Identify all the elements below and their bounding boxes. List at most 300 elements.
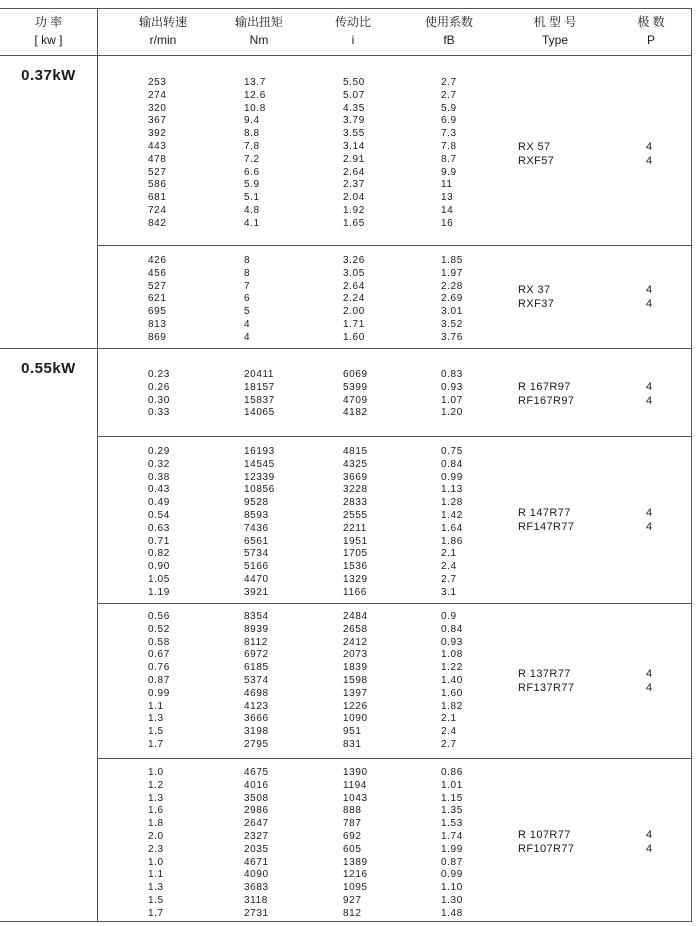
spec-group	[98, 245, 691, 349]
ratio-cell: 6069	[343, 369, 368, 380]
model-name: RF147R77	[518, 521, 575, 533]
torque-cell: 4675	[244, 767, 269, 778]
factor-cell: 3.52	[441, 319, 463, 330]
speed-cell: 0.29	[148, 446, 170, 457]
ratio-cell: 2658	[343, 623, 368, 635]
ratio-cell: 3.26	[343, 255, 365, 266]
speed-cell: 813	[148, 319, 167, 330]
ratio-cell: 2.24	[343, 293, 365, 305]
speed-cell: 695	[148, 306, 167, 318]
header-factor-label: 使用系数	[424, 15, 473, 29]
pole-value: 4	[646, 141, 653, 153]
torque-cell: 6972	[244, 649, 269, 661]
ratio-cell: 3.14	[343, 141, 365, 152]
header-power-unit: [ kw ]	[34, 33, 63, 47]
table-row	[98, 701, 691, 714]
torque-cell: 8	[244, 267, 251, 279]
factor-cell: 14	[441, 205, 454, 216]
spec-group	[98, 436, 691, 604]
ratio-cell: 1216	[343, 869, 368, 881]
speed-cell: 0.67	[148, 649, 170, 661]
factor-cell: 0.9	[441, 611, 457, 622]
speed-cell: 443	[148, 141, 167, 152]
header-speed-label: 输出转速	[138, 15, 187, 29]
speed-cell: 527	[148, 280, 167, 292]
header-torque-unit: Nm	[249, 33, 269, 47]
ratio-cell: 2.00	[343, 306, 365, 318]
ratio-cell: 3.79	[343, 115, 365, 127]
model-name: RF107R77	[518, 843, 575, 855]
table-row	[98, 908, 691, 921]
ratio-cell: 1.60	[343, 331, 365, 343]
torque-cell: 4	[244, 331, 251, 343]
header-ratio-label: 传动比	[334, 15, 371, 29]
speed-cell: 1.3	[148, 713, 164, 725]
factor-cell: 1.10	[441, 882, 463, 894]
model-name: R 137R77	[518, 668, 571, 680]
factor-cell: 11	[441, 179, 453, 191]
pole-count	[646, 506, 656, 534]
factor-cell: 2.7	[441, 77, 457, 88]
table-row	[98, 459, 691, 472]
speed-cell: 0.49	[148, 497, 170, 509]
factor-cell: 1.15	[441, 792, 463, 804]
torque-cell: 5166	[244, 561, 269, 573]
model-type	[518, 140, 638, 168]
model-type	[518, 380, 638, 408]
ratio-cell: 605	[343, 843, 362, 855]
pole-value: 4	[646, 284, 653, 296]
factor-cell: 0.84	[441, 458, 463, 470]
speed-cell: 1.5	[148, 895, 164, 906]
table-row	[98, 548, 691, 561]
ratio-cell: 1951	[343, 535, 368, 547]
section-divider	[0, 348, 98, 349]
factor-cell: 6.9	[441, 115, 457, 127]
ratio-cell: 1095	[343, 882, 368, 894]
table-row	[98, 407, 691, 420]
torque-cell: 12339	[244, 471, 275, 483]
torque-cell: 2647	[244, 818, 269, 830]
pole-value: 4	[646, 381, 653, 393]
torque-cell: 3118	[244, 895, 268, 906]
ratio-cell: 4325	[343, 458, 368, 470]
torque-cell: 4470	[244, 574, 269, 585]
factor-cell: 1.82	[441, 700, 463, 712]
speed-cell: 2.0	[148, 831, 164, 842]
ratio-cell: 927	[343, 895, 362, 906]
ratio-cell: 1390	[343, 767, 368, 778]
ratio-cell: 4815	[343, 446, 368, 457]
torque-cell: 2795	[244, 739, 269, 750]
factor-cell: 7.3	[441, 128, 457, 140]
speed-cell: 2.3	[148, 843, 164, 855]
torque-cell: 4.1	[244, 217, 260, 229]
torque-cell: 10856	[244, 484, 275, 496]
ratio-cell: 5.07	[343, 89, 365, 101]
speed-cell: 1.5	[148, 726, 164, 738]
model-name: RXF37	[518, 298, 555, 310]
factor-cell: 1.20	[441, 407, 463, 419]
pole-count	[646, 380, 656, 408]
factor-cell: 2.1	[441, 713, 457, 725]
table-row	[98, 739, 691, 752]
speed-cell: 426	[148, 255, 167, 266]
speed-cell: 0.23	[148, 369, 170, 380]
speed-cell: 586	[148, 179, 167, 191]
ratio-cell: 1329	[343, 574, 368, 585]
torque-cell: 14545	[244, 458, 275, 470]
torque-cell: 2986	[244, 805, 269, 817]
table-row	[98, 869, 691, 882]
torque-cell: 10.8	[244, 102, 266, 114]
factor-cell: 1.86	[441, 535, 463, 547]
ratio-cell: 888	[343, 805, 362, 817]
factor-cell: 1.53	[441, 818, 463, 830]
table-row	[98, 587, 691, 600]
pole-value: 4	[646, 682, 653, 694]
pole-value: 4	[646, 395, 653, 407]
torque-cell: 20411	[244, 369, 275, 380]
table-row	[98, 484, 691, 497]
ratio-cell: 1.71	[343, 319, 365, 330]
model-name: R 167R97	[518, 381, 571, 393]
ratio-cell: 1043	[343, 792, 368, 804]
header-ratio	[308, 9, 398, 49]
torque-cell: 8593	[244, 510, 269, 521]
table-row	[98, 611, 691, 624]
factor-cell: 2.28	[441, 280, 463, 292]
speed-cell: 1.0	[148, 767, 164, 778]
table-row	[98, 882, 691, 895]
factor-cell: 2.7	[441, 574, 457, 585]
speed-cell: 1.19	[148, 586, 170, 598]
table-row	[98, 536, 691, 549]
header-poles-label: 极 数	[637, 15, 665, 29]
ratio-cell: 3.55	[343, 128, 365, 140]
pole-value: 4	[646, 155, 653, 167]
speed-cell: 0.30	[148, 394, 170, 406]
header-poles	[620, 9, 682, 49]
ratio-cell: 1090	[343, 713, 368, 725]
ratio-cell: 831	[343, 739, 362, 750]
ratio-cell: 3228	[343, 484, 368, 496]
torque-cell: 9.4	[244, 115, 260, 127]
torque-cell: 4123	[244, 700, 269, 712]
pole-value: 4	[646, 843, 653, 855]
table-row	[98, 472, 691, 485]
table-row	[98, 767, 691, 780]
speed-cell: 1.7	[148, 739, 164, 750]
pole-count	[646, 283, 656, 311]
ratio-cell: 692	[343, 831, 362, 842]
model-name: RF137R77	[518, 682, 575, 694]
speed-cell: 1.7	[148, 907, 164, 919]
torque-cell: 6185	[244, 662, 269, 674]
torque-cell: 2731	[244, 907, 269, 919]
ratio-cell: 2073	[343, 649, 368, 661]
torque-cell: 7.8	[244, 141, 260, 152]
header-factor-unit: fB	[443, 33, 455, 47]
factor-cell: 7.8	[441, 141, 457, 152]
factor-cell: 3.76	[441, 331, 463, 343]
header-torque	[214, 9, 304, 49]
speed-cell: 842	[148, 217, 167, 229]
table-row	[98, 167, 691, 180]
header-torque-label: 输出扭矩	[234, 15, 283, 29]
speed-cell: 0.26	[148, 381, 170, 393]
ratio-cell: 2.64	[343, 280, 365, 292]
ratio-cell: 2.64	[343, 166, 365, 178]
torque-cell: 5374	[244, 675, 269, 686]
table-row	[98, 192, 691, 205]
torque-cell: 5.1	[244, 192, 260, 204]
factor-cell: 1.13	[441, 484, 463, 496]
factor-cell: 2.4	[441, 561, 457, 573]
table-row	[98, 713, 691, 726]
torque-cell: 6.6	[244, 166, 260, 178]
ratio-cell: 2484	[343, 611, 368, 622]
torque-cell: 6	[244, 293, 251, 305]
torque-cell: 4671	[244, 856, 269, 868]
ratio-cell: 2.37	[343, 179, 365, 191]
table-row	[98, 446, 691, 459]
ratio-cell: 2.91	[343, 153, 365, 165]
table-row	[98, 77, 691, 90]
pole-value: 4	[646, 507, 653, 519]
speed-cell: 0.87	[148, 675, 170, 686]
pole-count	[646, 828, 656, 856]
torque-cell: 13.7	[244, 77, 266, 88]
factor-cell: 2.7	[441, 89, 457, 101]
speed-cell: 0.38	[148, 471, 170, 483]
torque-cell: 5734	[244, 548, 269, 560]
torque-cell: 9528	[244, 497, 269, 509]
factor-cell: 1.99	[441, 843, 463, 855]
speed-cell: 0.56	[148, 611, 170, 622]
torque-cell: 8.8	[244, 128, 260, 140]
torque-cell: 7436	[244, 522, 269, 534]
header-speed-unit: r/min	[149, 33, 177, 47]
speed-cell: 1.3	[148, 792, 164, 804]
ratio-cell: 812	[343, 907, 362, 919]
factor-cell: 2.4	[441, 726, 457, 738]
speed-cell: 0.63	[148, 522, 170, 534]
header-ratio-unit: i	[351, 33, 355, 47]
factor-cell: 0.93	[441, 636, 463, 648]
table-row	[98, 895, 691, 908]
model-name: R 147R77	[518, 507, 571, 519]
factor-cell: 1.28	[441, 497, 463, 509]
table-row	[98, 115, 691, 128]
speed-cell: 0.52	[148, 623, 170, 635]
spec-group	[98, 56, 691, 246]
spec-group	[98, 603, 691, 759]
pole-count	[646, 140, 656, 168]
ratio-cell: 787	[343, 818, 362, 830]
model-name: RX 37	[518, 284, 551, 296]
ratio-cell: 5399	[343, 381, 368, 393]
torque-cell: 5.9	[244, 179, 260, 191]
table-row	[98, 649, 691, 662]
ratio-cell: 2555	[343, 510, 368, 521]
ratio-cell: 1.65	[343, 217, 365, 229]
header-type	[505, 9, 605, 49]
speed-cell: 1.3	[148, 882, 164, 894]
table-row	[98, 268, 691, 281]
ratio-cell: 1536	[343, 561, 368, 573]
factor-cell: 0.99	[441, 869, 463, 881]
ratio-cell: 2412	[343, 636, 368, 648]
ratio-cell: 951	[343, 726, 362, 738]
speed-cell: 367	[148, 115, 167, 127]
factor-cell: 2.1	[441, 548, 457, 560]
ratio-cell: 2833	[343, 497, 368, 509]
header-type-unit: Type	[541, 33, 568, 47]
factor-cell: 0.75	[441, 446, 463, 457]
pole-value: 4	[646, 829, 653, 841]
ratio-cell: 1.92	[343, 205, 365, 216]
speed-cell: 621	[148, 293, 167, 305]
speed-cell: 1.6	[148, 805, 164, 817]
factor-cell: 9.9	[441, 166, 457, 178]
speed-cell: 0.54	[148, 510, 170, 521]
table-row	[98, 574, 691, 587]
table-row	[98, 255, 691, 268]
factor-cell: 0.93	[441, 381, 463, 393]
power-label-055: 0.55kW	[21, 360, 76, 377]
speed-cell: 869	[148, 331, 167, 343]
speed-cell: 320	[148, 102, 167, 114]
header-speed	[118, 9, 208, 49]
ratio-cell: 1166	[343, 586, 367, 598]
model-name: R 107R77	[518, 829, 571, 841]
table-row	[98, 205, 691, 218]
torque-cell: 3683	[244, 882, 269, 894]
factor-cell: 1.42	[441, 510, 463, 521]
torque-cell: 16193	[244, 446, 275, 457]
table-header	[0, 9, 691, 56]
power-label-037: 0.37kW	[21, 67, 76, 84]
ratio-cell: 1839	[343, 662, 368, 674]
speed-cell: 0.76	[148, 662, 170, 674]
table-row	[98, 332, 691, 345]
torque-cell: 3921	[244, 586, 269, 598]
model-name: RX 57	[518, 141, 551, 153]
ratio-cell: 4182	[343, 407, 368, 419]
factor-cell: 5.9	[441, 102, 457, 114]
factor-cell: 13	[441, 192, 454, 204]
speed-cell: 0.99	[148, 687, 170, 699]
header-type-label: 机 型 号	[533, 15, 577, 29]
table-row	[98, 857, 691, 870]
torque-cell: 8354	[244, 611, 269, 622]
factor-cell: 1.97	[441, 267, 463, 279]
speed-cell: 1.1	[148, 869, 164, 881]
speed-cell: 478	[148, 153, 167, 165]
torque-cell: 2327	[244, 831, 269, 842]
factor-cell: 1.85	[441, 255, 463, 266]
factor-cell: 0.99	[441, 471, 463, 483]
factor-cell: 16	[441, 217, 454, 229]
torque-cell: 4	[244, 319, 251, 330]
ratio-cell: 5.50	[343, 77, 365, 88]
model-type	[518, 667, 638, 695]
header-poles-unit: P	[646, 33, 655, 47]
factor-cell: 0.84	[441, 623, 463, 635]
model-type	[518, 283, 638, 311]
torque-cell: 3508	[244, 792, 269, 804]
spec-group	[98, 348, 691, 437]
ratio-cell: 4.35	[343, 102, 365, 114]
torque-cell: 7	[244, 280, 251, 292]
torque-cell: 15837	[244, 394, 275, 406]
speed-cell: 456	[148, 267, 167, 279]
torque-cell: 18157	[244, 381, 275, 393]
pole-value: 4	[646, 668, 653, 680]
header-factor	[404, 9, 494, 49]
speed-cell: 253	[148, 77, 167, 88]
torque-cell: 8	[244, 255, 251, 266]
factor-cell: 1.08	[441, 649, 463, 661]
speed-cell: 392	[148, 128, 167, 140]
factor-cell: 0.87	[441, 856, 463, 868]
model-type	[518, 828, 638, 856]
speed-cell: 0.58	[148, 636, 170, 648]
table-row	[98, 103, 691, 116]
speed-cell: 1.0	[148, 856, 164, 868]
table-row	[98, 90, 691, 103]
table-row	[98, 793, 691, 806]
table-row	[98, 218, 691, 231]
torque-cell: 8939	[244, 623, 269, 635]
factor-cell: 1.60	[441, 687, 463, 699]
torque-cell: 12.6	[244, 89, 266, 101]
table-row	[98, 637, 691, 650]
ratio-cell: 1705	[343, 548, 368, 560]
torque-cell: 3666	[244, 713, 269, 725]
speed-cell: 1.1	[148, 700, 164, 712]
torque-cell: 4090	[244, 869, 269, 881]
torque-cell: 6561	[244, 535, 269, 547]
model-type	[518, 506, 638, 534]
torque-cell: 8112	[244, 636, 268, 648]
factor-cell: 8.7	[441, 153, 457, 165]
torque-cell: 7.2	[244, 153, 260, 165]
factor-cell: 1.74	[441, 831, 463, 842]
pole-count	[646, 667, 656, 695]
factor-cell: 2.69	[441, 293, 463, 305]
torque-cell: 2035	[244, 843, 269, 855]
factor-cell: 2.7	[441, 739, 457, 750]
speed-cell: 0.32	[148, 458, 170, 470]
table-row	[98, 780, 691, 793]
speed-cell: 527	[148, 166, 167, 178]
table-row	[98, 179, 691, 192]
torque-cell: 14065	[244, 407, 275, 419]
factor-cell: 1.48	[441, 907, 463, 919]
factor-cell: 1.40	[441, 675, 463, 686]
speed-cell: 1.2	[148, 779, 164, 791]
ratio-cell: 2.04	[343, 192, 365, 204]
gear-motor-table	[0, 8, 692, 922]
header-power-label: 功 率	[34, 15, 63, 29]
torque-cell: 4016	[244, 779, 269, 791]
speed-cell: 0.71	[148, 535, 170, 547]
factor-cell: 3.1	[441, 586, 457, 598]
header-power	[0, 9, 97, 49]
table-row	[98, 319, 691, 332]
